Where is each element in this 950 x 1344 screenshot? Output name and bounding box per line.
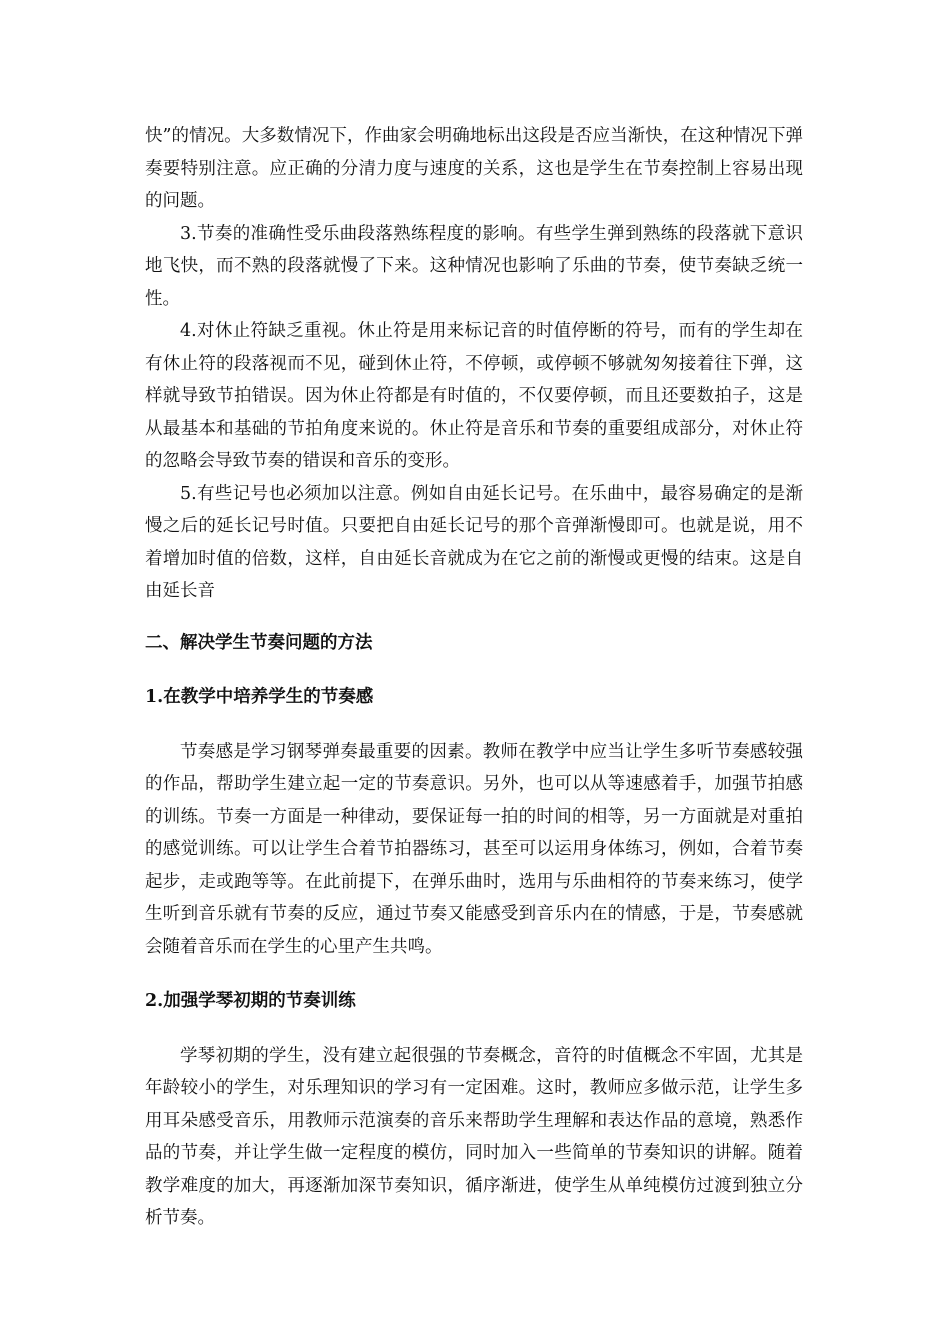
paragraph-continued: 快”的情况。大多数情况下，作曲家会明确地标出这段是否应当渐快，在这种情况下弹奏要特别注意。应正确的分清力度与速度的关系，这也是学生在节奏控制上容易出现的问题。 (145, 126, 803, 211)
spacer (145, 963, 803, 985)
subsection-title-2: 2.加强学琴初期的节奏训练 (145, 991, 356, 1011)
spacer (145, 659, 803, 681)
document-page (145, 120, 803, 1235)
paragraph-point-5: 5.有些记号也必须加以注意。例如自由延长记号。在乐曲中，最容易确定的是渐慢之后的延长记号时值。只要把自由延长记号的那个音弹渐慢即可。也就是说，用不着增加时值的倍数，这样，自由延长音就成为在它之前的渐慢或更慢的结束。这是自由延长音 (145, 483, 803, 601)
subsection-body-1: 节奏感是学习钢琴弹奏最重要的因素。教师在教学中应当让学生多听节奏感较强的作品，帮助学生建立起一定的节奏意识。另外，也可以从等速感着手，加强节拍感的训练。节奏一方面是一种律动，要保证每一拍的时间的相等，另一方面就是对重拍的感觉训练。可以让学生合着节拍器练习，甚至可以运用身体练习，例如，合着节奏起步，走或跑等等。在此前提下，在弹乐曲时，选用与乐曲相符的节奏来练习，使学生听到音乐就有节奏的反应，通过节奏又能感受到音乐内在的情感，于是，节奏感就会随着音乐而在学生的心里产生共鸣。 (145, 741, 803, 957)
spacer (145, 1018, 803, 1040)
spacer (145, 714, 803, 736)
section-heading: 二、解决学生节奏问题的方法 (145, 632, 373, 653)
spacer (145, 608, 803, 627)
subsection-title-1: 1.在教学中培养学生的节奏感 (145, 687, 374, 707)
paragraph-point-4: 4.对休止符缺乏重视。休止符是用来标记音的时值停断的符号，而有的学生却在有休止符的段落视而不见，碰到休止符，不停顿，或停顿不够就匆匆接着往下弹，这样就导致节拍错误。因为休止符都是有时值的，不仅要停顿，而且还要数拍子，这是从最基本和基础的节拍角度来说的。休止符是音乐和节奏的重要组成部分，对休止符的忽略会导致节奏的错误和音乐的变形。 (145, 321, 803, 471)
subsection-body-2: 学琴初期的学生，没有建立起很强的节奏概念，音符的时值概念不牢固，尤其是年龄较小的学生，对乐理知识的学习有一定困难。这时，教师应多做示范，让学生多用耳朵感受音乐，用教师示范演奏的音乐来帮助学生理解和表达作品的意境，熟悉作品的节奏，并让学生做一定程度的模仿，同时加入一些简单的节奏知识的讲解。随着教学难度的加大，再逐渐加深节奏知识，循序渐进，使学生从单纯模仿过渡到独立分析节奏。 (145, 1045, 803, 1228)
paragraph-point-3: 3.节奏的准确性受乐曲段落熟练程度的影响。有些学生弹到熟练的段落就下意识地飞快，而不熟的段落就慢了下来。这种情况也影响了乐曲的节奏，使节奏缺乏统一性。 (145, 223, 803, 309)
